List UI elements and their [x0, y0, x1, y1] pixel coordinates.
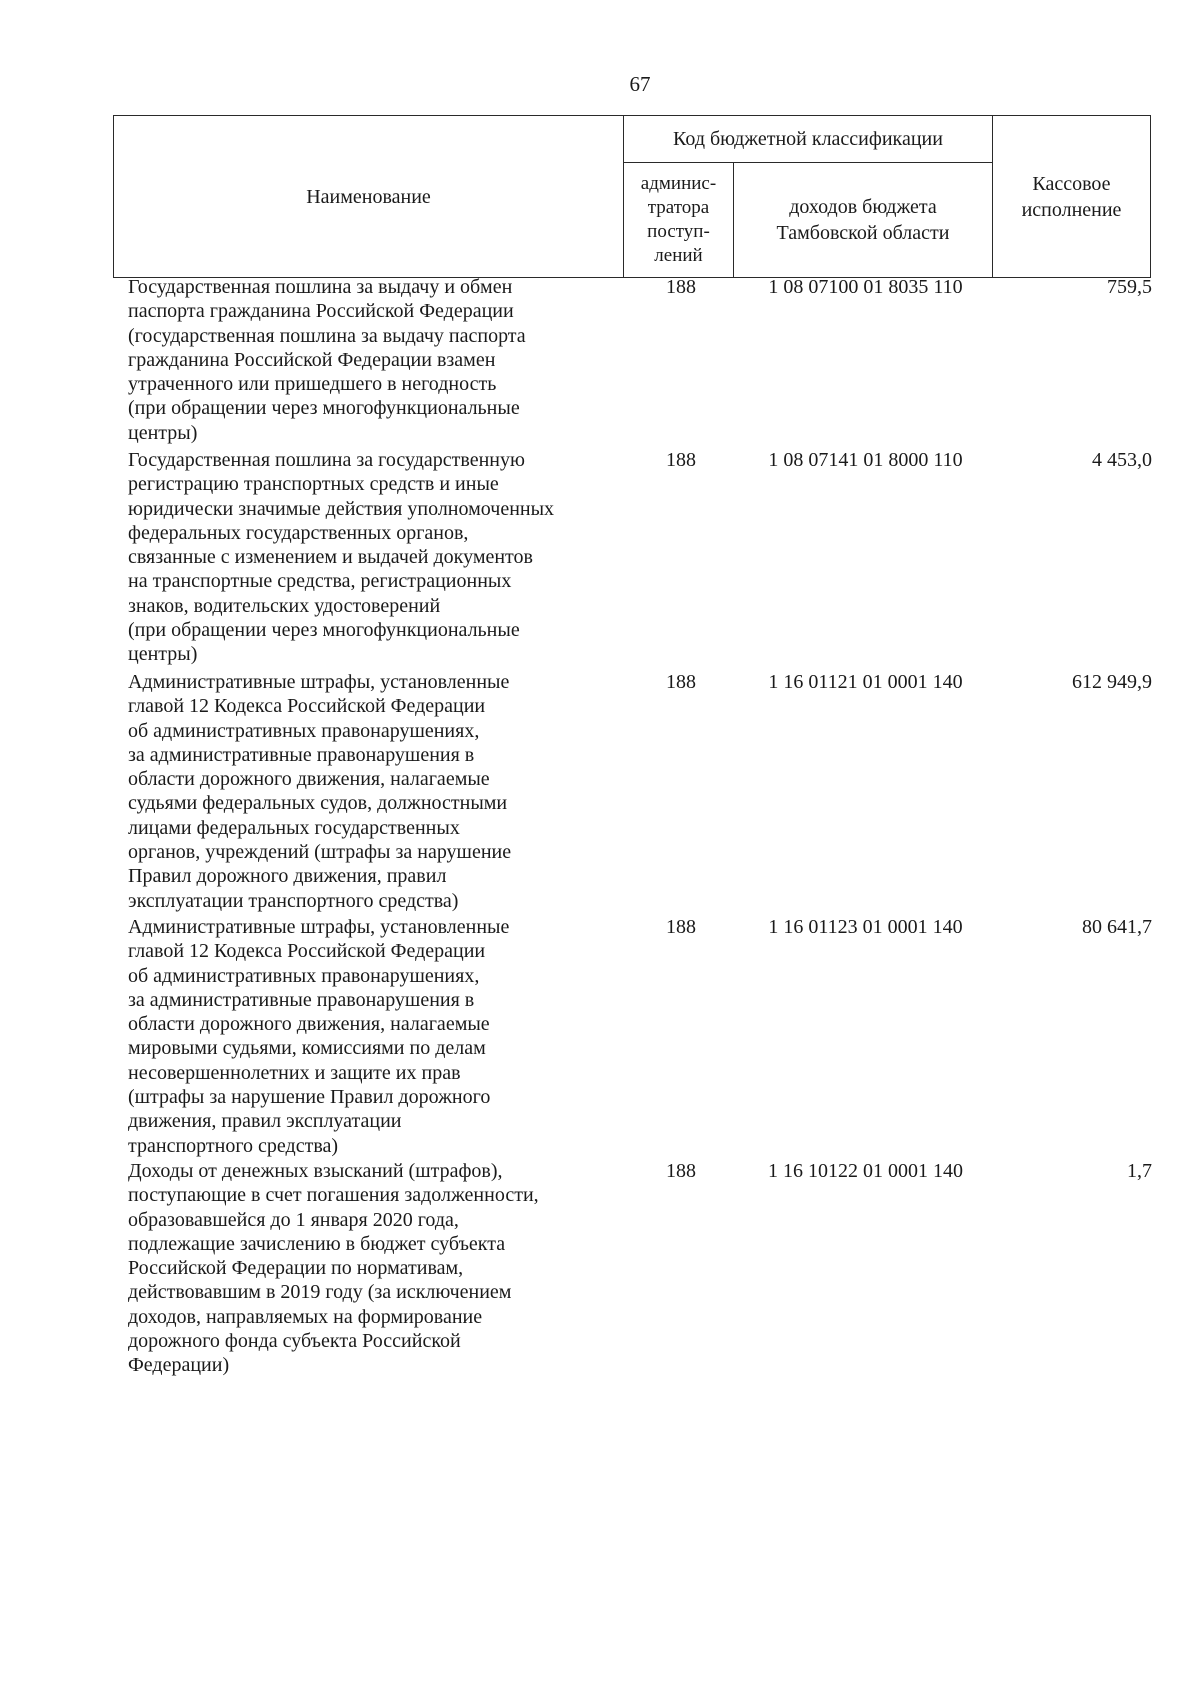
row-income-code: 1 16 01123 01 0001 140 [768, 916, 963, 938]
row-income-code: 1 08 07100 01 8035 110 [768, 276, 963, 298]
row-admin-code: 188 [666, 916, 696, 938]
row-amount: 612 949,9 [1072, 671, 1152, 693]
row-income-code: 1 16 10122 01 0001 140 [768, 1160, 963, 1182]
row-amount: 4 453,0 [1092, 449, 1152, 471]
row-name: Административные штрафы, установленные главой 12 Кодекса Российской Федерации об административных правонарушениях, за административные правонарушения в области дорожного движения, налагаемые мировыми судьями, комиссиями по делам несовершеннолетних и защите их прав (штрафы за нарушение Правил дорожного движения, правил эксплуатации транспортного средства) [128, 916, 510, 1157]
page-number: 67 [629, 72, 651, 96]
row-amount: 80 641,7 [1082, 916, 1152, 938]
row-income-code: 1 16 01121 01 0001 140 [768, 671, 963, 693]
row-name: Доходы от денежных взысканий (штрафов), поступающие в счет погашения задолженности, образовавшейся до 1 января 2020 года, подлежащие зачислению в бюджет субъекта Российской Федерации по нормативам, действовавшим в 2019 году (за исключением доходов, направляемых на формирование дорожного фонда субъекта Российской Федерации) [128, 1160, 539, 1377]
table-header [113, 115, 1151, 278]
row-name: Государственная пошлина за выдачу и обмен паспорта гражданина Российской Федерации (государственная пошлина за выдачу паспорта гражданина Российской Федерации взамен утраченного или пришедшего в негодность (при обращении через многофункциональные центры) [128, 276, 526, 444]
row-income-code: 1 08 07141 01 8000 110 [768, 449, 963, 471]
row-admin-code: 188 [666, 449, 696, 471]
header-code-group: Код бюджетной классификации [624, 116, 993, 163]
header-admin: админис- тратора поступ- лений [624, 163, 734, 277]
header-income: доходов бюджета Тамбовской области [734, 163, 993, 277]
header-name: Наименование [114, 116, 624, 277]
header-execution: Кассовое исполнение [1021, 172, 1122, 221]
row-amount: 759,5 [1107, 276, 1152, 298]
row-amount: 1,7 [1127, 1160, 1152, 1182]
row-admin-code: 188 [666, 276, 696, 298]
row-admin-code: 188 [666, 1160, 696, 1182]
row-admin-code: 188 [666, 671, 696, 693]
row-name: Административные штрафы, установленные главой 12 Кодекса Российской Федерации об административных правонарушениях, за административные правонарушения в области дорожного движения, налагаемые судьями федеральных судов, должностными лицами федеральных государственных органов, учреждений (штрафы за нарушение Правил дорожного движения, правил эксплуатации транспортного средства) [128, 671, 512, 912]
row-name: Государственная пошлина за государственную регистрацию транспортных средств и иные юридически значимые действия уполномоченных федеральных государственных органов, связанные с изменением и выдачей документов на транспортные средства, регистрационных знаков, водительских удостоверений (при обращении через многофункциональные центры) [128, 449, 555, 666]
